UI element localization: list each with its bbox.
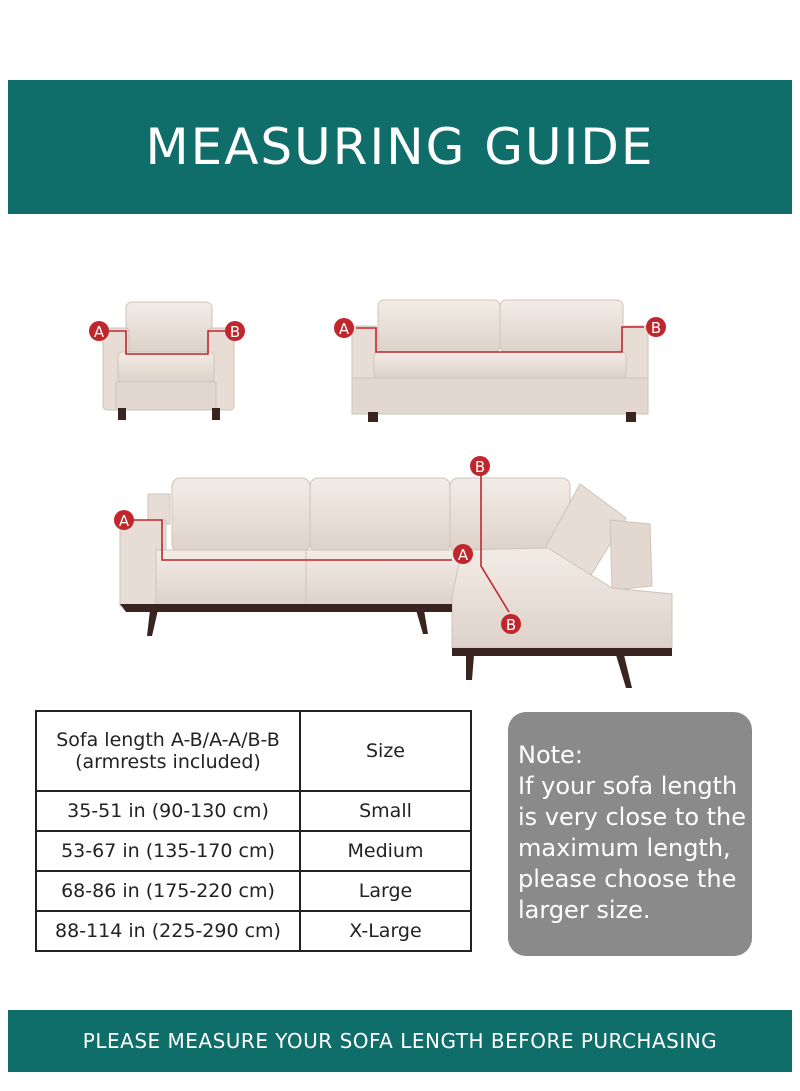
- size-cell: Small: [300, 791, 471, 831]
- marker-a-sectional-left: [114, 510, 134, 530]
- marker-b-sofa: [646, 317, 666, 337]
- table-row: [36, 791, 471, 831]
- svg-text:A: A: [118, 512, 130, 530]
- svg-text:A: A: [338, 320, 350, 338]
- svg-text:A: A: [93, 323, 105, 341]
- svg-text:B: B: [229, 323, 241, 341]
- size-cell: Medium: [300, 831, 471, 871]
- marker-a-sectional-corner: [453, 544, 473, 564]
- marker-b-armchair: [225, 321, 245, 341]
- note-line: please choose the: [518, 865, 737, 893]
- note-title: Note:: [518, 741, 583, 769]
- header-length-line2: (armrests included): [75, 751, 261, 773]
- length-cell: 53-67 in (135-170 cm): [36, 831, 300, 871]
- footer-banner: [8, 1010, 792, 1072]
- table-row: [36, 871, 471, 911]
- note-line: If your sofa length: [518, 772, 738, 800]
- header-length-cell: [36, 711, 300, 791]
- note-line: is very close to the: [518, 803, 747, 831]
- page-title: MEASURING GUIDE: [145, 118, 655, 176]
- table-row: [36, 831, 471, 871]
- marker-a-sofa: [334, 318, 354, 338]
- marker-a-armchair: [89, 321, 109, 341]
- sectional-illustration: [120, 466, 672, 688]
- note-line: larger size.: [518, 896, 651, 924]
- table-header-row: [36, 711, 471, 791]
- size-cell: X-Large: [300, 911, 471, 951]
- size-chart-table: [35, 710, 472, 952]
- note-box: [508, 712, 752, 956]
- marker-b-sectional-bottom: [501, 614, 521, 634]
- length-cell: 68-86 in (175-220 cm): [36, 871, 300, 911]
- header-length-line1: Sofa length A-B/A-A/B-B: [56, 729, 280, 751]
- svg-text:B: B: [650, 319, 662, 337]
- length-cell: 88-114 in (225-290 cm): [36, 911, 300, 951]
- header-size-cell: Size: [300, 711, 471, 791]
- marker-b-sectional-top: [470, 456, 490, 476]
- length-cell: 35-51 in (90-130 cm): [36, 791, 300, 831]
- footer-text: PLEASE MEASURE YOUR SOFA LENGTH BEFORE PURCHASING: [82, 1029, 718, 1053]
- sofa-illustration: [352, 300, 648, 422]
- note-line: maximum length,: [518, 834, 731, 862]
- armchair-illustration: [103, 302, 234, 420]
- size-cell: Large: [300, 871, 471, 911]
- table-row: [36, 911, 471, 951]
- svg-text:A: A: [457, 546, 469, 564]
- svg-text:B: B: [505, 616, 517, 634]
- svg-text:B: B: [474, 458, 486, 476]
